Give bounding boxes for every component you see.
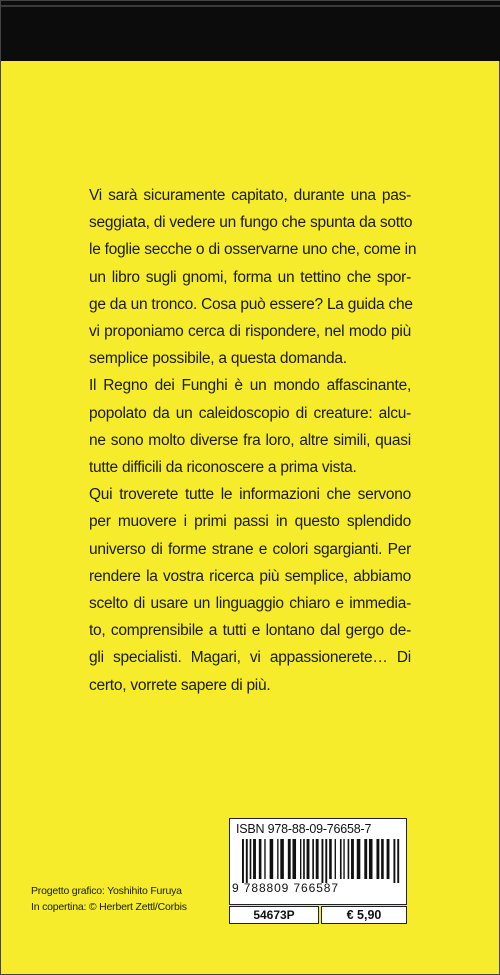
blurb-line: ne sono molto diverse fra loro, altre simili, quasi [89,431,411,449]
barcode-bar [303,839,305,879]
barcode-bar [329,839,332,879]
blurb-line: Il Regno dei Funghi è un mondo affascinante, [89,377,411,395]
barcode-bar [307,839,310,879]
barcode-bar [321,839,323,883]
blurb-line: le foglie secche o di osservarne uno che, come in [89,241,417,259]
barcode-bar [253,839,256,879]
blurb-line: un libro sugli gnomi, forma un tettino che spor- [89,268,411,286]
isbn-label: ISBN 978-88-09-76658-7 [236,822,372,836]
barcode-bar [369,839,373,879]
blurb-line: gli specialisti. Magari, vi appassionerete… Di [89,649,411,667]
blurb-line: universo di forme strane e colori sgargianti. Per [89,540,411,558]
barcode-bar [300,839,301,879]
blurb-line: Qui troverete tutte le informazioni che servono [89,486,411,504]
blurb-line: semplice possibile, a questa domanda. [89,350,347,368]
product-code: 54673P [229,906,319,924]
barcode-bar [393,839,395,883]
barcode-bar [316,839,319,879]
top-black-band [1,1,500,61]
cover-credit: In copertina: © Herbert Zettl/Corbis [31,901,187,913]
band-highlight [1,5,500,7]
barcode-bar [364,839,367,879]
blurb-line: per muovere i primi passi in questo splendido [89,513,411,531]
blurb-line: scelto di usare un linguaggio chiaro e immedia- [89,595,411,613]
blurb-line: to, comprensibile a tutti e lontano dal gergo de- [89,622,411,640]
barcode-bar [264,839,265,879]
blurb-text [89,182,417,699]
barcode-bar [348,839,350,879]
blurb-line: vi proponiamo cerca di rispondere, nel modo più [89,323,411,341]
barcode [242,839,400,883]
credits [31,883,187,915]
barcode-bar [376,839,379,879]
barcode-bar [242,839,244,883]
blurb-line: Vi sarà sicuramente capitato, durante una pas- [89,187,411,204]
blurb-line: certo, vorrete sapere di più. [89,676,271,694]
barcode-bar [381,839,384,879]
isbn-barcode-box [229,818,407,905]
barcode-bar [357,839,361,879]
barcode-bar [397,839,399,883]
blurb-line: rendere la vostra ricerca più semplice, abbiamo [89,567,411,585]
barcode-bar [277,839,278,879]
blurb-line: tutte difficili da riconoscere a prima vista. [89,459,357,477]
barcode-bar [340,839,342,879]
blurb-line: popolato da un caleidoscopio di creature: alcu- [89,404,411,422]
barcode-bar [351,839,354,879]
barcode-bar [270,839,274,879]
barcode-bar [259,839,262,879]
barcode-bar [246,839,248,883]
design-credit: Progetto grafico: Yoshihito Furuya [31,885,182,897]
barcode-bar [325,839,327,883]
barcode-bar [343,839,344,879]
barcode-bar [250,839,252,879]
barcode-bar [288,839,291,879]
barcode-bar [335,839,336,879]
blurb-line: seggiata, di vedere un fungo che spunta da sotto [89,214,413,232]
barcode-bar [387,839,390,879]
price-tag: € 5,90 [321,906,407,924]
barcode-bar [292,839,296,879]
barcode-bar [280,839,284,879]
blurb-line: ge da un tronco. Cosa può essere? La guida che [89,295,413,313]
barcode-bar [312,839,314,879]
barcode-digits: 9 788809 766587 [232,881,339,895]
